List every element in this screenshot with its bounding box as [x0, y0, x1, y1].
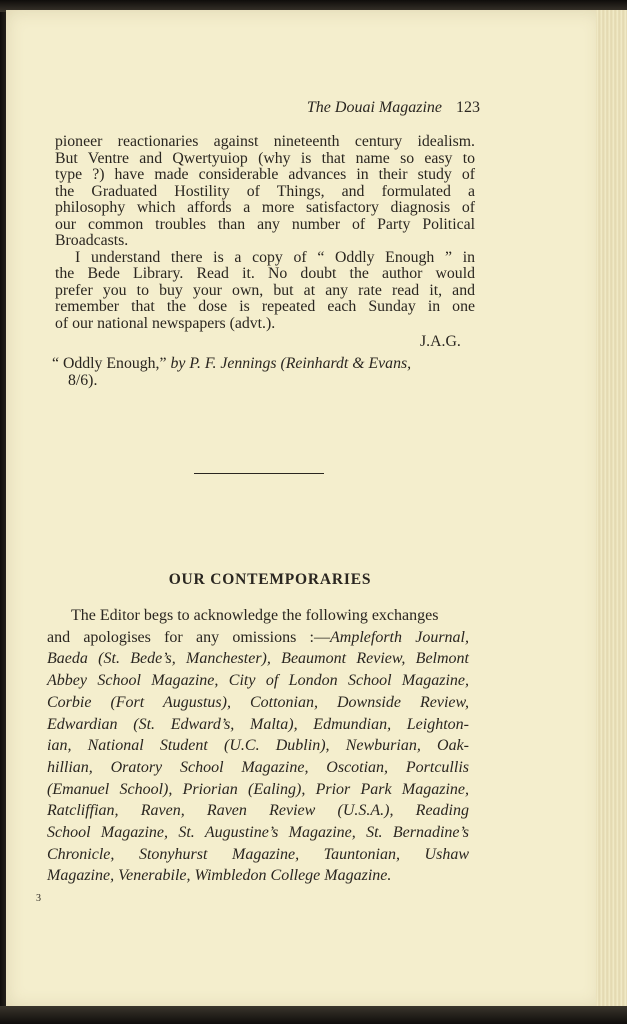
- body-line: the Bede Library. Read it. No doubt the author would: [55, 265, 475, 282]
- body-line: pioneer reactionaries against nineteenth century idealism.: [55, 133, 475, 150]
- body-line: our common troubles than any number of Party Political: [55, 215, 475, 233]
- list-line: [47, 627, 469, 649]
- section-heading: OUR CONTEMPORARIES: [168, 571, 372, 588]
- body-line: the Graduated Hostility of Things, and formulated a: [55, 182, 475, 200]
- list-text: and apologises for any omissions :—: [47, 628, 330, 646]
- page-edges: [596, 10, 627, 1008]
- list-line: Edwardian (St. Edward’s, Malta), Edmundian, Leighton-: [47, 715, 469, 733]
- book-reference: [52, 355, 474, 389]
- body-line: prefer you to buy your own, but at any rate read it, and: [55, 281, 475, 299]
- page-number: 123: [456, 99, 480, 116]
- body-line: philosophy which affords a more satisfactory diagnosis of: [55, 199, 475, 216]
- section-divider: [194, 473, 324, 474]
- list-line: Corbie (Fort Augustus), Cottonian, Downside Review,: [47, 693, 469, 711]
- book-publisher: (Reinhardt & Evans,: [280, 355, 412, 372]
- body-line: Broadcasts.: [55, 232, 129, 249]
- article-continuation: [55, 134, 475, 332]
- book-author: by P. F. Jennings: [170, 355, 277, 372]
- list-line: hillian, Oratory School Magazine, Oscotian, Portcullis: [47, 758, 469, 776]
- running-header: [200, 99, 480, 117]
- book-price: 8/6).: [68, 372, 98, 389]
- list-line: Abbey School Magazine, City of London School Magazine,: [47, 672, 469, 690]
- body-line: I understand there is a copy of “ Oddly Enough ” in: [75, 248, 475, 266]
- body-line: of our national newspapers (advt.).: [55, 314, 276, 332]
- list-line: Ratcliffian, Raven, Raven Review (U.S.A.), Reading: [47, 802, 469, 820]
- intro-line: The Editor begs to acknowledge the following exchanges: [71, 607, 439, 624]
- printer-signature-mark: 3: [36, 893, 41, 904]
- contemporaries-list: [47, 605, 469, 887]
- list-text: Ampleforth Journal,: [330, 628, 469, 646]
- body-line: type ?) have made considerable advances in their study of: [55, 166, 475, 183]
- body-line: But Ventre and Qwertyuiop (why is that name so easy to: [55, 149, 475, 167]
- list-line: Baeda (St. Bede’s, Manchester), Beaumont Review, Belmont: [47, 650, 469, 668]
- list-line: Magazine, Venerabile, Wimbledon College Magazine.: [47, 867, 392, 885]
- bottom-dark-border: [0, 1006, 627, 1024]
- book-title: “ Oddly Enough,”: [52, 355, 167, 372]
- list-line: Chronicle, Stonyhurst Magazine, Tauntonian, Ushaw: [47, 845, 469, 863]
- magazine-title: The Douai Magazine: [306, 99, 442, 116]
- body-line: remember that the dose is repeated each Sunday in one: [55, 298, 475, 315]
- list-line: ian, National Student (U.C. Dublin), Newburian, Oak-: [47, 737, 469, 755]
- list-line: School Magazine, St. Augustine’s Magazine, St. Bernadine’s: [47, 824, 469, 842]
- list-line: (Emanuel School), Priorian (Ealing), Prior Park Magazine,: [47, 780, 469, 798]
- author-signature: J.A.G.: [420, 333, 461, 350]
